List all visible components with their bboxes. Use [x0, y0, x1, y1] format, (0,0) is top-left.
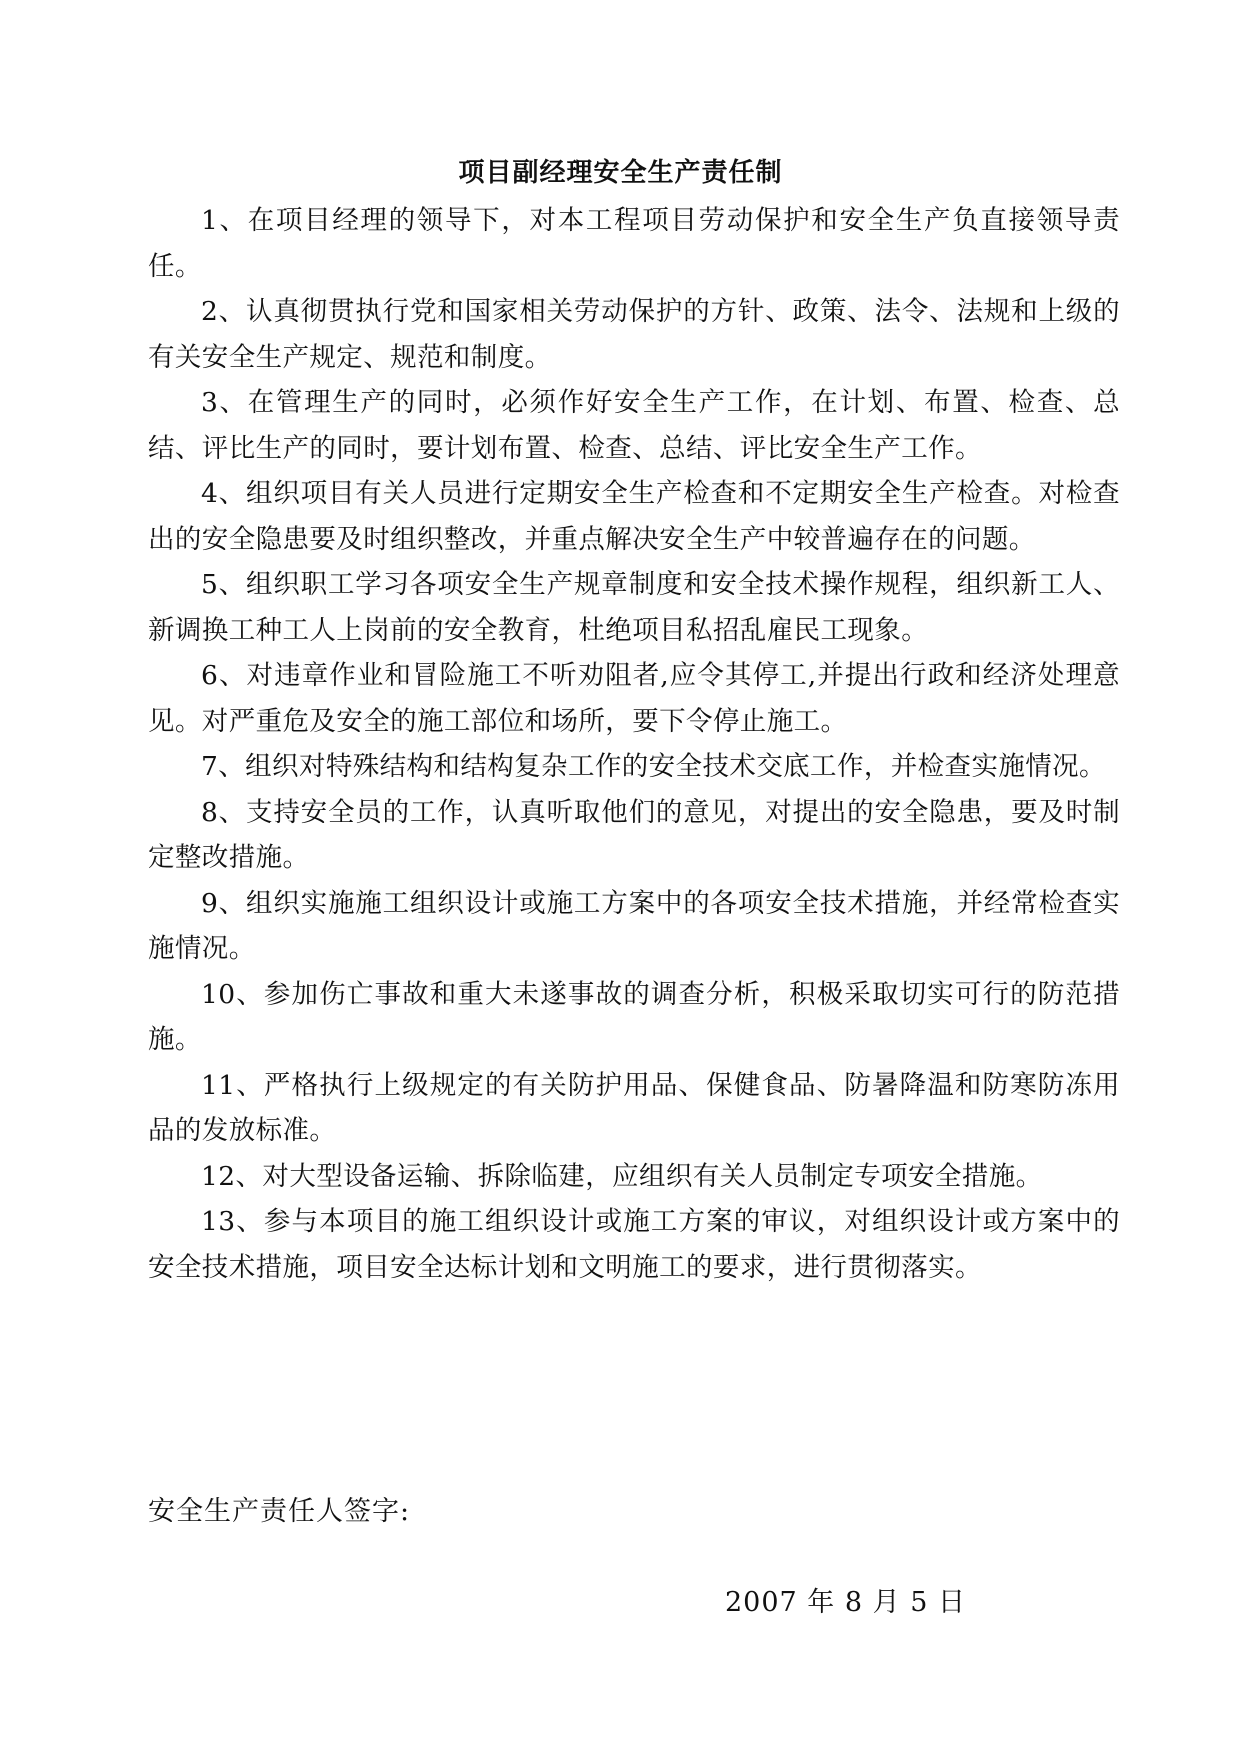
document-body	[148, 198, 1120, 1290]
document-title: 项目副经理安全生产责任制	[458, 158, 783, 188]
paragraph-12: 12、对大型设备运输、拆除临建，应组织有关人员制定专项安全措施。	[201, 1160, 1043, 1192]
paragraph-10: 10、参加伤亡事故和重大未遂事故的调查分析，积极采取切实可行的防范措施。	[148, 978, 1120, 1055]
paragraph-6: 6、对违章作业和冒险施工不听劝阻者,应令其停工,并提出行政和经济处理意见。对严重危及安全的施工部位和场所，要下令停止施工。	[148, 660, 1120, 737]
paragraph-7: 7、组织对特殊结构和结构复杂工作的安全技术交底工作，并检查实施情况。	[201, 751, 1106, 782]
paragraph-11: 11、严格执行上级规定的有关防护用品、保健食品、防暑降温和防寒防冻用品的发放标准。	[148, 1069, 1120, 1146]
paragraph-9: 9、组织实施施工组织设计或施工方案中的各项安全技术措施，并经常检查实施情况。	[148, 887, 1120, 964]
paragraph-1: 1、在项目经理的领导下，对本工程项目劳动保护和安全生产负直接领导责任。	[148, 205, 1120, 282]
paragraph-3: 3、在管理生产的同时，必须作好安全生产工作，在计划、布置、检查、总结、评比生产的同时，要计划布置、检查、总结、评比安全生产工作。	[148, 387, 1120, 464]
document-date: 2007 年 8 月 5 日	[725, 1587, 966, 1618]
paragraph-8: 8、支持安全员的工作，认真听取他们的意见，对提出的安全隐患，要及时制定整改措施。	[148, 796, 1120, 873]
paragraph-5: 5、组织职工学习各项安全生产规章制度和安全技术操作规程，组织新工人、新调换工种工人上岗前的安全教育，杜绝项目私招乱雇民工现象。	[148, 569, 1120, 646]
paragraph-2: 2、认真彻贯执行党和国家相关劳动保护的方针、政策、法令、法规和上级的有关安全生产规定、规范和制度。	[148, 296, 1120, 373]
signature-label: 安全生产责任人签字:	[148, 1496, 411, 1527]
paragraph-4: 4、组织项目有关人员进行定期安全生产检查和不定期安全生产检查。对检查出的安全隐患要及时组织整改，并重点解决安全生产中较普遍存在的问题。	[148, 478, 1120, 555]
paragraph-13: 13、参与本项目的施工组织设计或施工方案的审议，对组织设计或方案中的安全技术措施，项目安全达标计划和文明施工的要求，进行贯彻落实。	[148, 1206, 1120, 1283]
